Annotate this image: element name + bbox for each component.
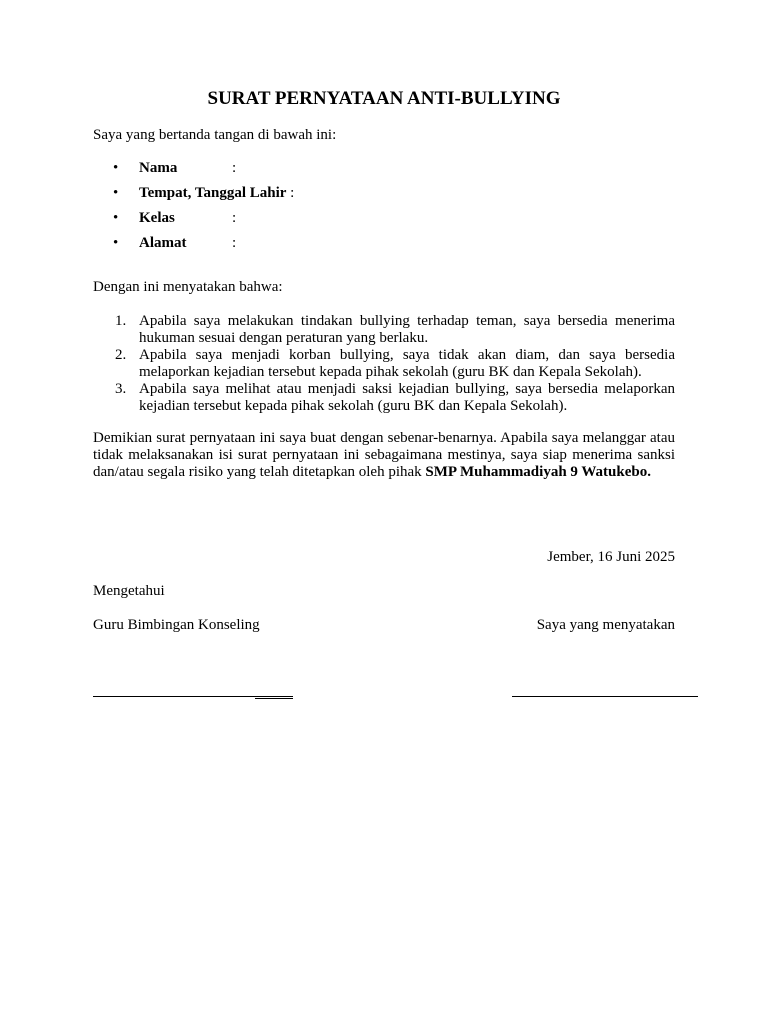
place-date: Jember, 16 Juni 2025 bbox=[547, 549, 675, 565]
field-row-alamat bbox=[93, 235, 493, 260]
closing-paragraph bbox=[93, 430, 675, 481]
statement-item bbox=[93, 347, 675, 381]
declarant-signature-line bbox=[512, 696, 698, 697]
statement-list bbox=[93, 313, 675, 415]
closing-text: Demikian surat pernyataan ini saya buat dengan sebenar-benarnya. Apabila saya melanggar atau tidak melaksanakan isi surat pernyataan ini sebagaimana mestinya, saya siap menerima sanksi dan/atau segala risiko yang telah ditetapkan oleh pihak bbox=[93, 430, 675, 480]
acknowledged-label: Mengetahui bbox=[93, 583, 165, 599]
statement-text: Apabila saya melakukan tindakan bullying terhadap teman, saya bersedia menerima hukuman sesuai dengan peraturan yang berlaku. bbox=[139, 313, 675, 346]
field-row-tempat-tanggal-lahir bbox=[93, 185, 493, 210]
field-row-nama bbox=[93, 160, 493, 185]
statement-number: 3. bbox=[115, 381, 127, 397]
field-colon: : bbox=[232, 160, 237, 176]
bullet-icon: • bbox=[113, 210, 119, 226]
field-row-kelas bbox=[93, 210, 493, 235]
school-name: SMP Muhammadiyah 9 Watukebo. bbox=[425, 464, 651, 480]
field-label-wrap bbox=[139, 185, 294, 202]
counselor-signature-line-extension bbox=[255, 698, 293, 699]
field-label-kelas: Kelas bbox=[139, 210, 175, 226]
field-colon: : bbox=[232, 210, 237, 226]
field-colon: : bbox=[290, 185, 295, 201]
document-title: SURAT PERNYATAAN ANTI-BULLYING bbox=[207, 88, 561, 109]
bullet-icon: • bbox=[113, 160, 119, 176]
intro-text: Saya yang bertanda tangan di bawah ini: bbox=[93, 127, 337, 143]
field-label-nama: Nama bbox=[139, 160, 178, 176]
statement-item bbox=[93, 313, 675, 347]
declaration-intro: Dengan ini menyatakan bahwa: bbox=[93, 279, 283, 295]
counselor-role-label: Guru Bimbingan Konseling bbox=[93, 617, 260, 633]
declarant-role-label: Saya yang menyatakan bbox=[536, 617, 675, 633]
statement-text: Apabila saya menjadi korban bullying, saya tidak akan diam, dan saya bersedia melaporkan kejadian tersebut kepada pihak sekolah (guru BK dan Kepala Sekolah). bbox=[139, 347, 675, 380]
bullet-icon: • bbox=[113, 185, 119, 201]
statement-item bbox=[93, 381, 675, 415]
field-label-tempat-tanggal-lahir: Tempat, Tanggal Lahir bbox=[139, 185, 287, 201]
counselor-signature-line bbox=[93, 696, 293, 697]
statement-text: Apabila saya melihat atau menjadi saksi kejadian bullying, saya bersedia melaporkan kejadian tersebut kepada pihak sekolah (guru BK dan Kepala Sekolah). bbox=[139, 381, 675, 414]
statement-number: 2. bbox=[115, 347, 127, 363]
statement-number: 1. bbox=[115, 313, 127, 329]
identity-field-list bbox=[93, 160, 493, 260]
field-colon: : bbox=[232, 235, 237, 251]
bullet-icon: • bbox=[113, 235, 119, 251]
field-label-alamat: Alamat bbox=[139, 235, 187, 251]
